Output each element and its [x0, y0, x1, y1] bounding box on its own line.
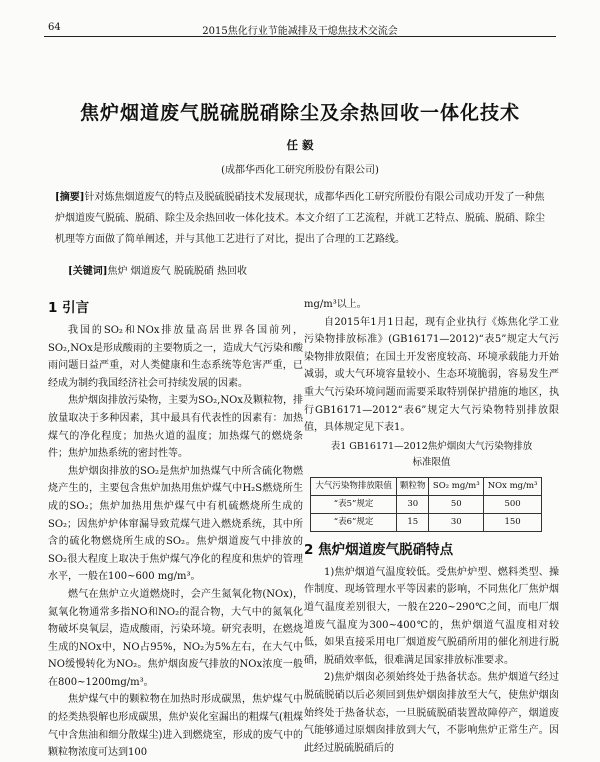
page-number: 64: [48, 22, 61, 33]
left-column: [48, 296, 303, 762]
table-row: [311, 513, 542, 531]
paragraph: 自2015年1月1日起，现有企业执行《炼焦化学工业污染物排放标准》(GB16171—2012)“表5”规定大气污染物排放限值；在国土开发密度较高、环境承载能力开始减弱，或大气环境容量较小、生态环境脆弱，容易发生严重大气污染环境问题而需要采取特别保护措施的地区，执行GB16171—2012“表6”规定大气污染物特别排放限值，具体规定见下表1。: [304, 316, 559, 434]
keywords-text: 焦炉 烟道废气 脱硫脱硝 热回收: [107, 266, 248, 277]
paragraph: 焦炉煤气中的颗粒物在加热时形成碳黑，焦炉煤气中的烃类热裂解也形成碳黑，焦炉炭化室漏出的粗煤气(粗煤气中含焦油和细分散煤尘)进入到燃烧室，形成的废气中的颗粒物浓度可达到100: [48, 694, 303, 759]
right-column: [304, 296, 559, 757]
abstract: [55, 187, 552, 250]
table-cell: 15: [397, 513, 429, 531]
keywords: [68, 262, 548, 277]
table-cell: “表6”规定: [311, 513, 397, 531]
table-cell: 30: [429, 513, 484, 531]
table-cell: 50: [429, 495, 484, 513]
keywords-label: [关键词]: [68, 266, 108, 277]
running-header: [0, 22, 600, 36]
table-cell: 150: [484, 513, 542, 531]
paragraph: 焦炉烟囱排放污染物，主要为SO₂,NOx及颗粒物，排放量取决于多种因素，其中最具有代表性的因素有：加热煤气的净化程度；加热火道的温度；加热煤气的燃烧条件；焦炉加热系统的密封性等。: [48, 395, 303, 460]
paragraph: 1)焦炉烟道气温度较低。受焦炉炉型、燃料类型、操作制度、现场管理水平等因素的影响，不同焦化厂焦炉烟道气温度差别很大，一般在220~290℃之间，而电厂烟道废气温度为300~400℃的，焦炉烟道气温度相对较低，如果直接采用电厂烟道废气脱硝所用的催化剂进行脱硝，脱硝效率低，很难满足国家排放标准要求。: [304, 566, 559, 666]
section-1-heading: 1 引言: [48, 300, 90, 316]
table-caption-line: 表1 GB16171—2012焦炉烟囱大气污染物排放: [330, 440, 533, 452]
conference-title: 2015焦化行业节能减排及干熄焦技术交流会: [202, 26, 398, 37]
author: 任 毅: [286, 138, 314, 152]
paragraph: 我国的SO₂和NOx排放量高居世界各国前列，SO₂,NOx是形成酸雨的主要物质之一，造成大气污染和酸雨问题日益严重，对人类健康和生态系统等危害严重，已经成为制约我国经济社会可持续发展的因素。: [48, 325, 303, 389]
table-cell: “表5”规定: [311, 495, 397, 513]
table-header-cell: 大气污染物排放限值: [311, 477, 397, 495]
header-rule: [44, 36, 556, 37]
paper-title: 焦炉烟道废气脱硫脱硝除尘及余热回收一体化技术: [79, 102, 520, 124]
paragraph: 2)焦炉烟囱必须始终处于热备状态。焦炉烟道气经过脱硫脱硝以后必须回到焦炉烟囱排放至大气，使焦炉烟囱始终处于热备状态，一旦脱硫脱硝装置故障停产，烟道废气能够通过原烟囱排放到大气，不影响焦炉正常生产。因此经过脱硫脱硝后的: [304, 672, 559, 754]
table-cell: 30: [397, 495, 429, 513]
table-cell: 500: [484, 495, 542, 513]
section-2-heading: 2 焦炉烟道废气脱硝特点: [304, 541, 454, 558]
emission-limits-table: [310, 477, 542, 532]
table-caption: [304, 439, 559, 471]
table-header-cell: 颗粒物: [397, 477, 429, 495]
table-header-cell: SO₂ mg/m³: [429, 477, 484, 495]
abstract-text: 针对炼焦烟道废气的特点及脱硫脱硝技术发展现状，成都华西化工研究所股份有限公司成功开发了一种焦炉烟道废气脱硫、脱硝、除尘及余热回收一体化技术。本文介绍了工艺流程，并就工艺特点、脱硫、脱硝、除尘机理等方面做了简单阐述，并与其他工艺进行了对比，提出了合理的工艺路线。: [55, 192, 545, 245]
paragraph: 焦炉烟囱排放的SO₂是焦炉加热煤气中所含硫化物燃烧产生的，主要包含焦炉加热用焦炉煤气中H₂S燃烧所生成的SO₂；焦炉加热用焦炉煤气中有机硫燃烧所生成的SO₂；因焦炉炉体窜漏导致荒煤气进入燃烧系统，其中所含的硫化物燃烧所生成的SO₂。焦炉烟道废气中排放的SO₂很大程度上取决于焦炉煤气净化的程度和焦炉的管理水平，一般在100~600 mg/m³。: [48, 465, 303, 583]
paragraph: 燃气在焦炉立火道燃烧时，会产生氮氧化物(NOx)，氮氧化物通常多指NO和NO₂的混合物，大气中的氮氧化物破坏臭氧层，造成酸雨，污染环境。研究表明，在燃烧生成的NOx中，NO占95%，NO₂为5%左右，在大气中NO缓慢转化为NO₂。焦炉烟囱废气排放的NOx浓度一般在800~1200mg/m³。: [48, 588, 303, 688]
paragraph: mg/m³以上。: [304, 299, 367, 310]
table-row: [311, 495, 542, 513]
abstract-label: [摘要]: [55, 192, 85, 203]
table-caption-line: 标准限值: [412, 456, 451, 468]
table-header-cell: NOx mg/m³: [484, 477, 542, 495]
table-header-row: [311, 477, 542, 495]
affiliation: (成都华西化工研究所股份有限公司): [221, 165, 379, 176]
